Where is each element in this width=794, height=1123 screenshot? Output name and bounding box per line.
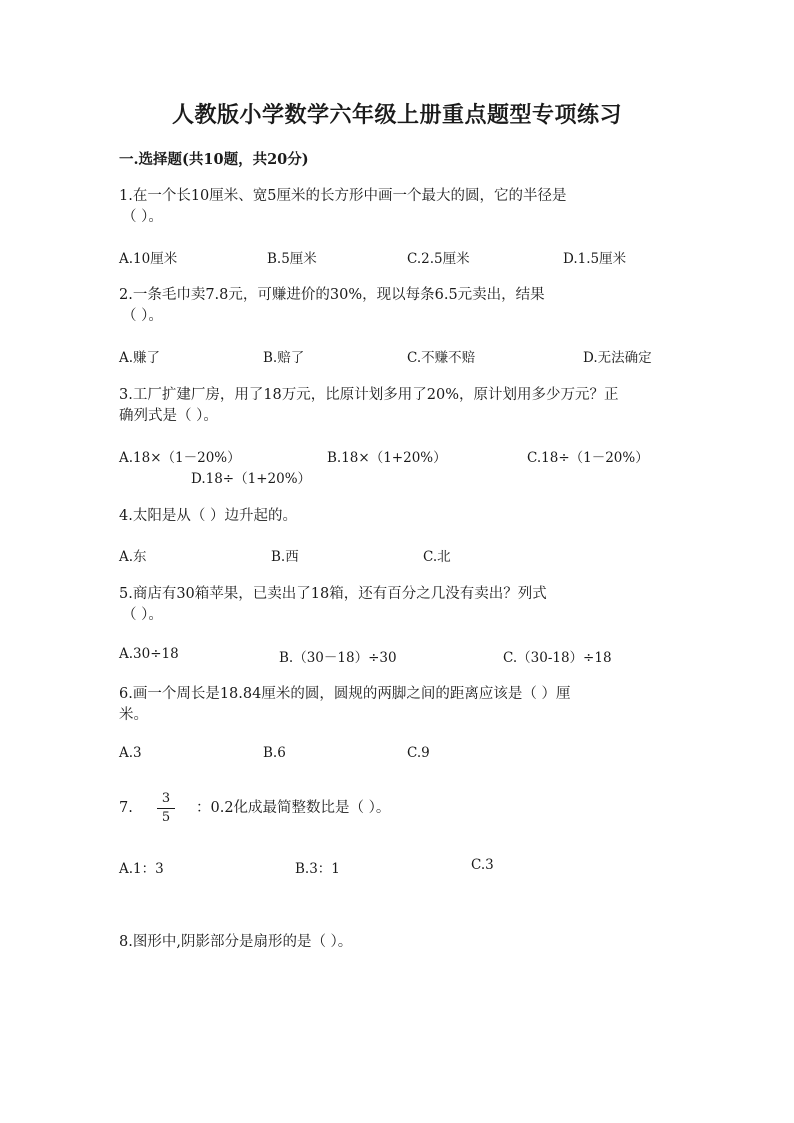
option-c[interactable]: C.2.5厘米 xyxy=(407,251,470,267)
question-text: 8.图形中,阴影部分是扇形的是（ ）。 xyxy=(119,934,353,950)
fraction xyxy=(157,792,175,825)
option-b[interactable]: B.3：1 xyxy=(295,861,340,877)
option-c[interactable]: C.18÷（1－20%） xyxy=(527,450,649,466)
page-title: 人教版小学数学六年级上册重点题型专项练习 xyxy=(171,102,622,128)
option-b[interactable]: B.西 xyxy=(271,549,299,565)
question-text: ：0.2化成最简整数比是（ ）。 xyxy=(196,800,391,816)
option-c[interactable]: C.9 xyxy=(407,745,430,761)
option-b[interactable]: B.18×（1+20%） xyxy=(327,450,447,466)
section-heading: 一.选择题(共10题，共20分) xyxy=(119,151,309,168)
answer-blank: （ ）。 xyxy=(122,308,163,324)
option-a[interactable]: A.东 xyxy=(119,549,147,565)
option-a[interactable]: A.18×（1－20%） xyxy=(119,450,241,466)
option-d[interactable]: D.无法确定 xyxy=(583,350,652,366)
option-c[interactable]: C.3 xyxy=(471,857,494,873)
question-text: 1.在一个长10厘米、宽5厘米的长方形中画一个最大的圆，它的半径是 xyxy=(119,188,567,204)
fraction-numerator: 3 xyxy=(161,791,171,806)
question-text: 6.画一个周长是18.84厘米的圆，圆规的两脚之间的距离应该是（ ）厘 xyxy=(119,686,571,702)
question-text: 4.太阳是从（ ）边升起的。 xyxy=(119,508,297,524)
option-b[interactable]: B.6 xyxy=(263,745,286,761)
option-d[interactable]: D.1.5厘米 xyxy=(563,251,627,267)
question-text: 5.商店有30箱苹果，已卖出了18箱，还有百分之几没有卖出？列式 xyxy=(119,586,547,602)
question-text: 2.一条毛巾卖7.8元，可赚进价的30%，现以每条6.5元卖出，结果 xyxy=(119,287,545,303)
option-c[interactable]: C.不赚不赔 xyxy=(407,350,476,366)
question-text-cont: 米。 xyxy=(119,707,148,723)
fraction-bar xyxy=(157,808,175,809)
question-text-cont: 确列式是（ ）。 xyxy=(119,408,218,424)
option-a[interactable]: A.10厘米 xyxy=(119,251,178,267)
question-text: 3.工厂扩建厂房，用了18万元，比原计划多用了20%，原计划用多少万元？正 xyxy=(119,387,619,403)
option-d[interactable]: D.18÷（1+20%） xyxy=(191,471,312,487)
option-c[interactable]: C.（30-18）÷18 xyxy=(503,650,612,666)
option-b[interactable]: B.赔了 xyxy=(263,350,305,366)
answer-blank: （ ）。 xyxy=(122,607,163,623)
question-number: 7. xyxy=(119,800,133,816)
option-a[interactable]: A.30÷18 xyxy=(119,646,179,662)
fraction-denominator: 5 xyxy=(161,810,171,825)
option-c[interactable]: C.北 xyxy=(423,549,451,565)
option-a[interactable]: A.1：3 xyxy=(119,861,164,877)
option-b[interactable]: B.5厘米 xyxy=(267,251,317,267)
option-a[interactable]: A.3 xyxy=(119,745,142,761)
option-a[interactable]: A.赚了 xyxy=(119,350,161,366)
answer-blank: （ ）。 xyxy=(122,209,163,225)
option-b[interactable]: B.（30－18）÷30 xyxy=(279,650,397,666)
